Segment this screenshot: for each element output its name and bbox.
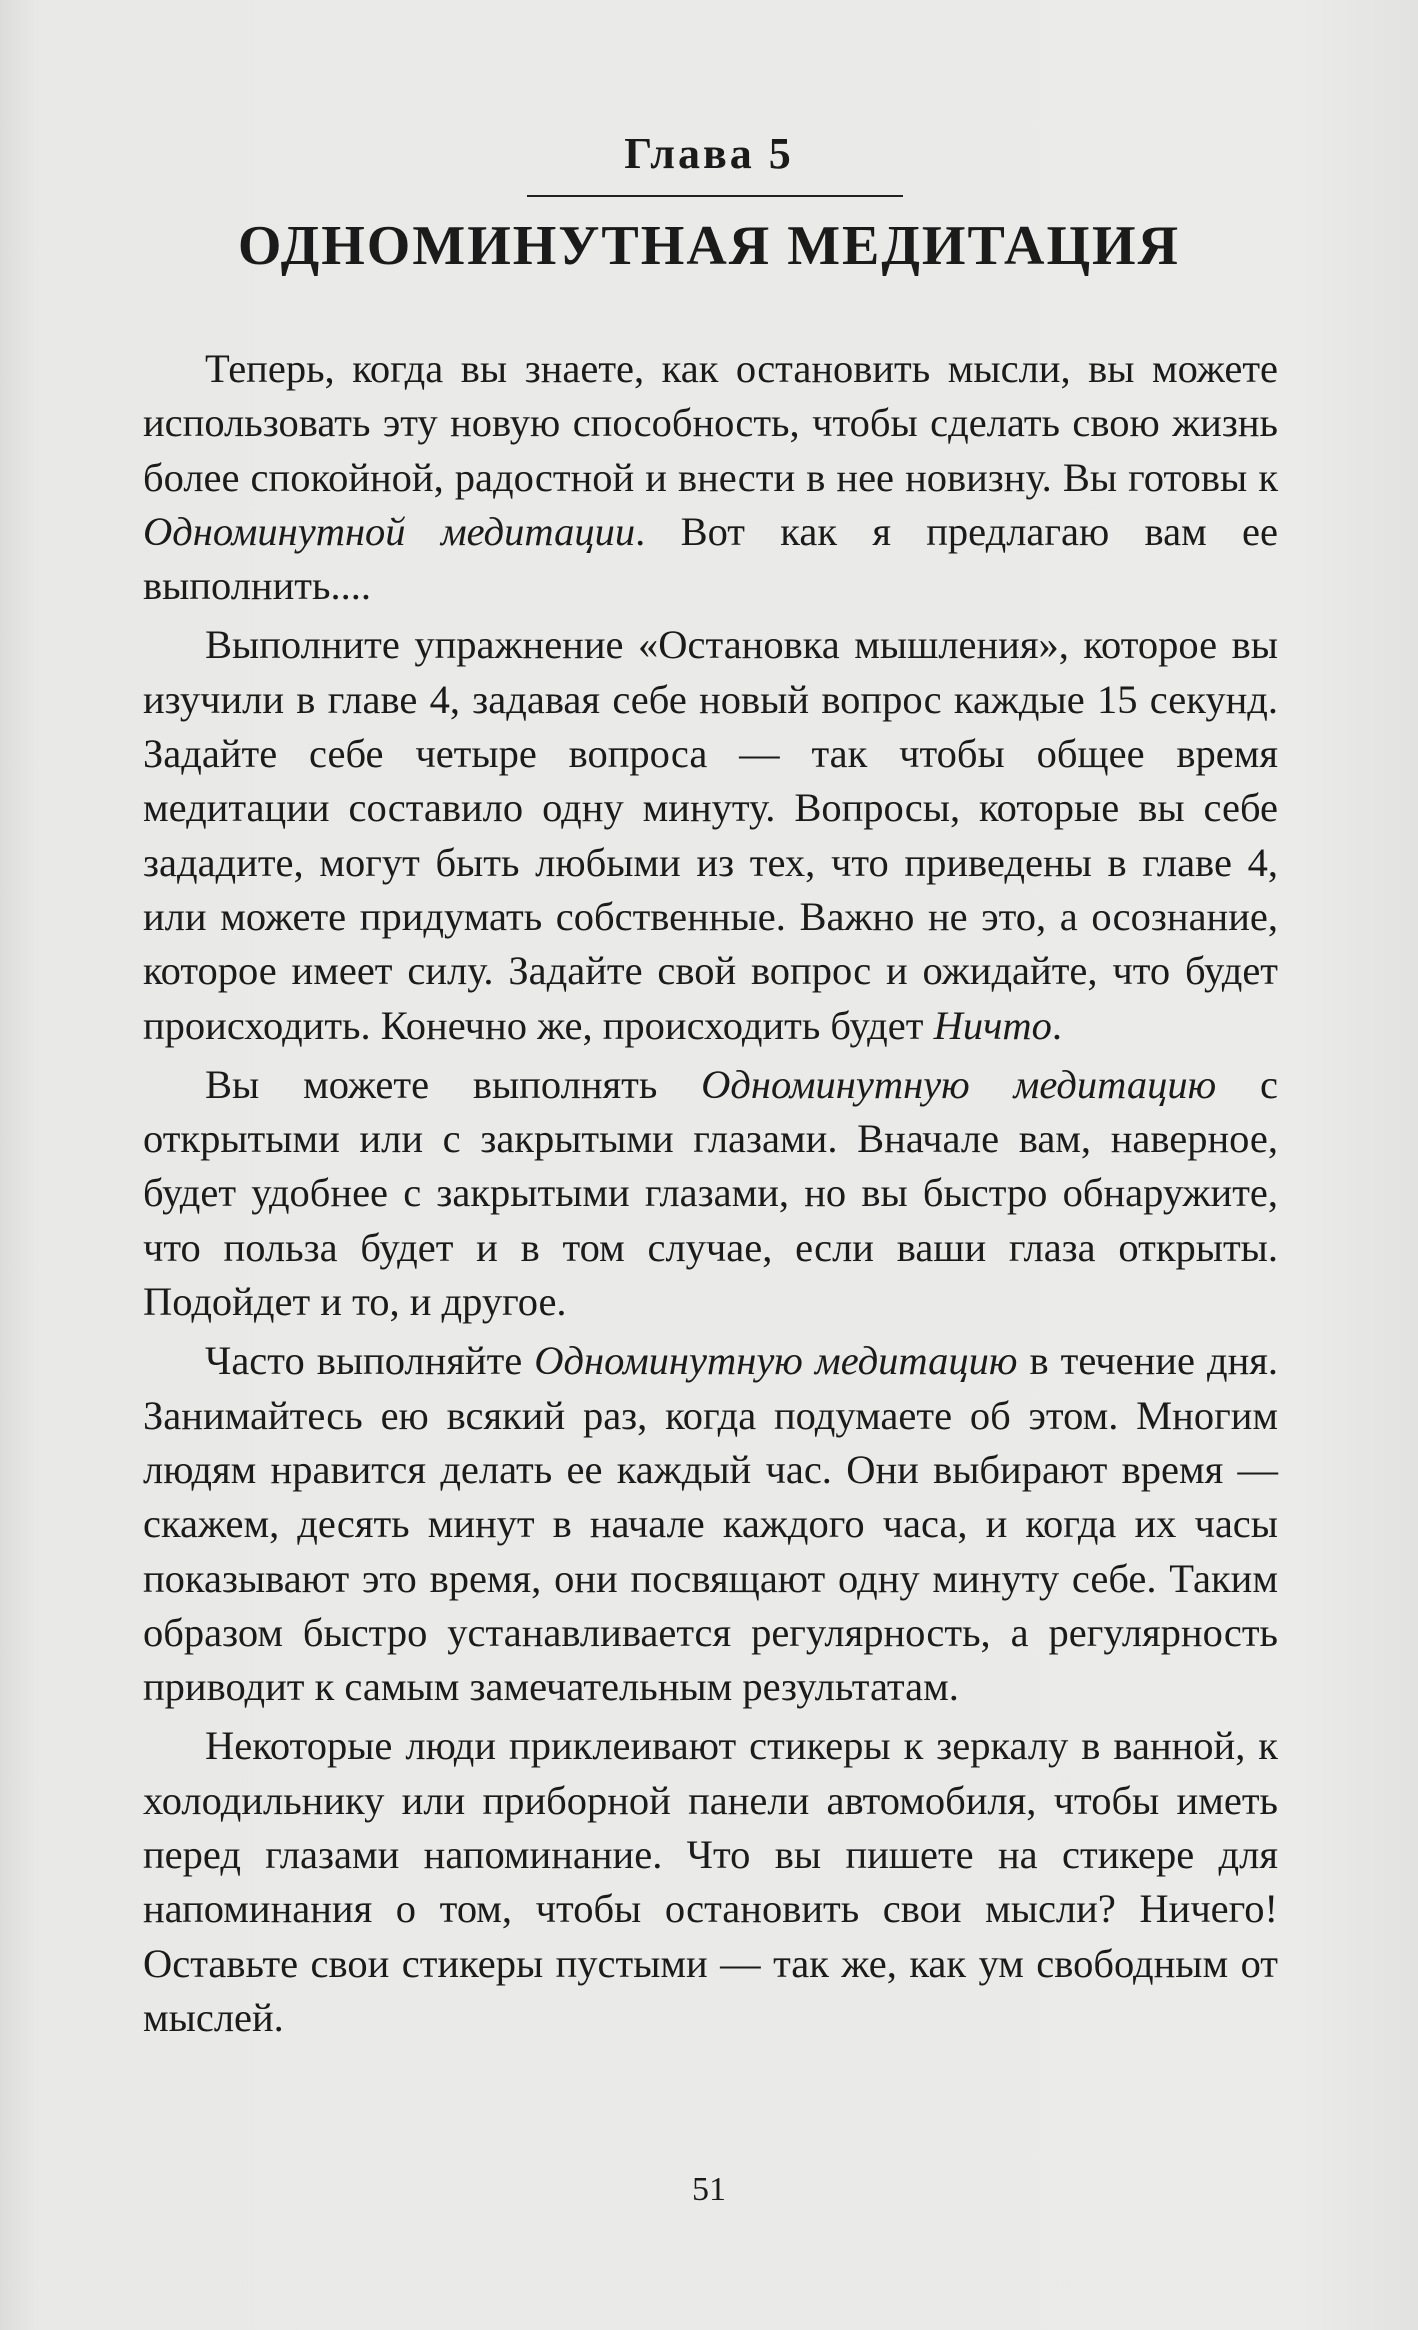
text-segment: Выполните упражнение «Остановка мышления», которое вы изучили в главе 4, задавая себе новый вопрос каждые 15 секунд. Задайте себе четыре вопроса — так чтобы общее время медитации составило одну минуту. Вопросы, которые вы себе зададите, могут быть любыми из тех, что приведены в главе 4, или можете придумать собственные. Важно не это, а осознание, которое имеет силу. Задайте свой вопрос и ожидайте, что будет происходить. Конечно же, происходить будет [143,622,1278,1048]
text-segment: Вы можете выполнять [205,1061,702,1107]
text-segment: Теперь, когда вы знаете, как остановить мысли, вы можете использовать эту новую способность, чтобы сделать свою жизнь более спокойной, радостной и внести в нее новизну. Вы готовы к [143,346,1278,500]
italic-term: Одноминутной медитации [143,508,636,554]
page-number: 51 [692,2171,726,2208]
paragraph [143,1719,1278,2045]
text-segment: . Вот как я предлагаю вам ее выполнить.... [143,508,1278,609]
chapter-title: ОДНОМИНУТНАЯ МЕДИТАЦИЯ [237,215,1181,277]
text-segment: Некоторые люди приклеивают стикеры к зеркалу в ванной, к холодильнику или приборной панели автомобиля, чтобы иметь перед глазами напоминание. Что вы пишете на стикере для напоминания о том, чтобы остановить свои мысли? Ничего! Оставьте свои стикеры пустыми — так же, как ум свободным от мыслей. [143,1723,1278,2040]
paragraph [143,618,1278,1052]
chapter-body [143,342,1278,2045]
chapter-label: Глава 5 [624,129,794,178]
italic-term: Одноминутную медитацию [534,1338,1018,1384]
italic-term: Одноминутную медитацию [701,1061,1217,1107]
text-segment: в течение дня. Занимайтесь ею всякий раз, когда подумаете об этом. Многим людям нравится делать ее каждый час. Они выбирают время — скажем, десять минут в начале каждого часа, и когда их часы показывают это время, они посвящают одну минуту себе. Таким образом быстро устанавливается регулярность, а регулярность приводит к самым замечательным результатам. [143,1338,1278,1710]
text-segment: с открытыми или с закрытыми глазами. Вначале вам, наверное, будет удобнее с закрытыми глазами, но вы быстро обнаружите, что польза будет и в том случае, если ваши глаза открыты. Подойдет и то, и другое. [143,1061,1278,1325]
italic-term: Ничто [933,1002,1052,1048]
paragraph [143,342,1278,613]
title-divider [527,195,903,197]
text-segment: . [1051,1002,1063,1048]
text-segment: Часто выполняйте [205,1338,535,1384]
paragraph [143,1334,1278,1714]
paragraph [143,1058,1278,1329]
